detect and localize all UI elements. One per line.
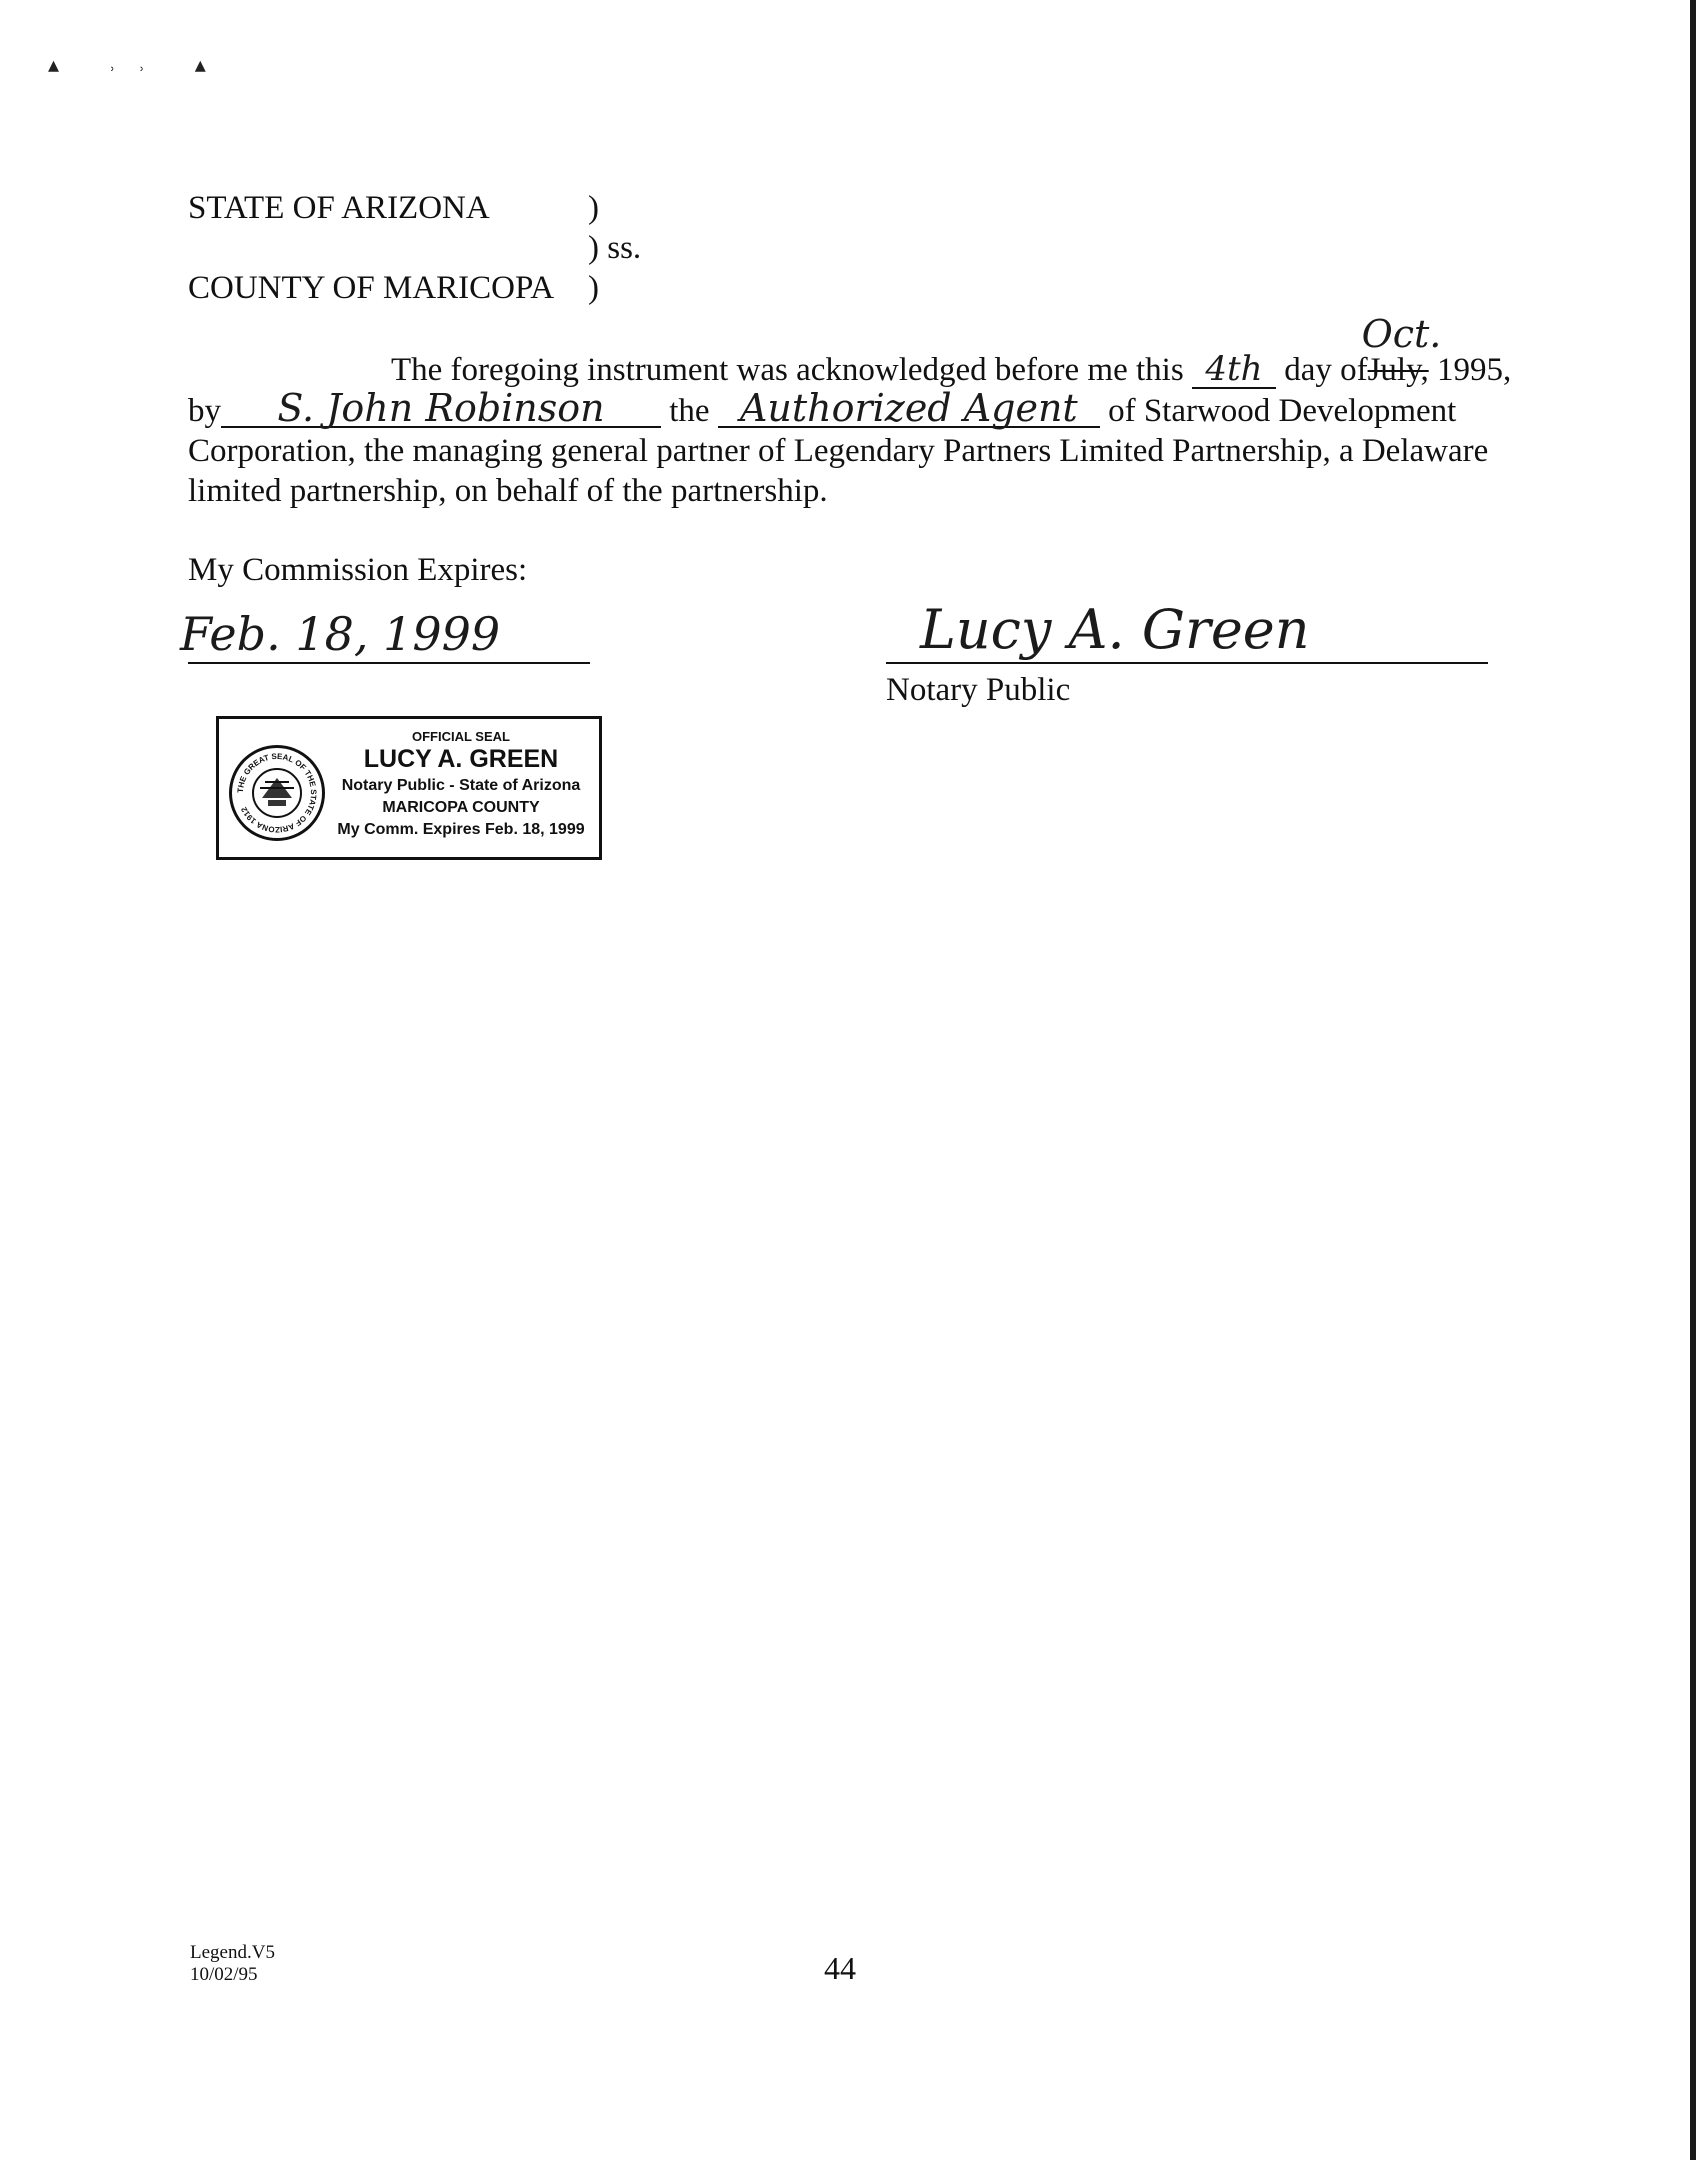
seal-emblem-text: THE GREAT SEAL OF THE STATE OF ARIZONA 1912 <box>235 751 319 835</box>
page-number: 44 <box>824 1950 856 1986</box>
ack-by-word: by <box>188 393 221 429</box>
state-seal-emblem <box>229 745 325 841</box>
scan-specks: ▴ ˒˒ ▴ <box>48 52 228 77</box>
venue-block <box>0 188 1696 308</box>
commission-label: My Commission Expires: <box>188 552 528 588</box>
ack-line-2 <box>188 386 1488 431</box>
venue-paren-top: ) <box>588 190 599 226</box>
seal-name: LUCY A. GREEN <box>363 745 559 773</box>
ack-day-word: day of <box>1284 352 1368 388</box>
ack-day-handwritten: 4th <box>1192 351 1276 389</box>
acknowledgment-paragraph <box>188 312 1512 511</box>
seal-line-3: My Comm. Expires Feb. 18, 1999 <box>337 821 585 838</box>
ack-name-handwritten: S. John Robinson <box>221 390 661 428</box>
commission-date-line <box>188 662 590 664</box>
ack-line-1 <box>188 312 1512 390</box>
ack-intro: The foregoing instrument was acknowledged before me this <box>391 352 1184 388</box>
venue-state: STATE OF ARIZONA <box>188 190 490 226</box>
ack-line-3: Corporation, the managing general partner of Legendary Partners Limited Partnership, a Delaware <box>188 433 1489 469</box>
notary-signature: Lucy A. Green <box>920 598 1310 661</box>
venue-county: COUNTY OF MARICOPA <box>188 270 555 306</box>
seal-heading: OFFICIAL SEAL <box>412 729 510 744</box>
venue-ss: ) ss. <box>588 230 642 266</box>
footer-doc-id: Legend.V5 <box>190 1942 275 1963</box>
notary-seal-stamp <box>216 716 602 860</box>
ack-year: 1995, <box>1436 352 1512 388</box>
ack-title-handwritten: Authorized Agent <box>718 390 1100 428</box>
seal-line-1: Notary Public - State of Arizona <box>341 777 581 794</box>
footer-doc-date: 10/02/95 <box>190 1964 258 1985</box>
ack-month-handwritten: Oct. <box>1361 312 1442 356</box>
scan-edge <box>1690 0 1696 2160</box>
seal-line-2: MARICOPA COUNTY <box>382 799 540 816</box>
commission-date-handwritten: Feb. 18, 1999 <box>180 607 501 661</box>
notary-signature-line <box>886 662 1488 664</box>
ack-the-word: the <box>669 393 710 429</box>
venue-paren-bottom: ) <box>588 270 599 306</box>
notary-label: Notary Public <box>886 672 1071 708</box>
ack-month-struck: July, <box>1367 352 1429 388</box>
ack-of-company: of Starwood Development <box>1108 393 1457 429</box>
ack-line-4: limited partnership, on behalf of the partnership. <box>188 473 828 509</box>
